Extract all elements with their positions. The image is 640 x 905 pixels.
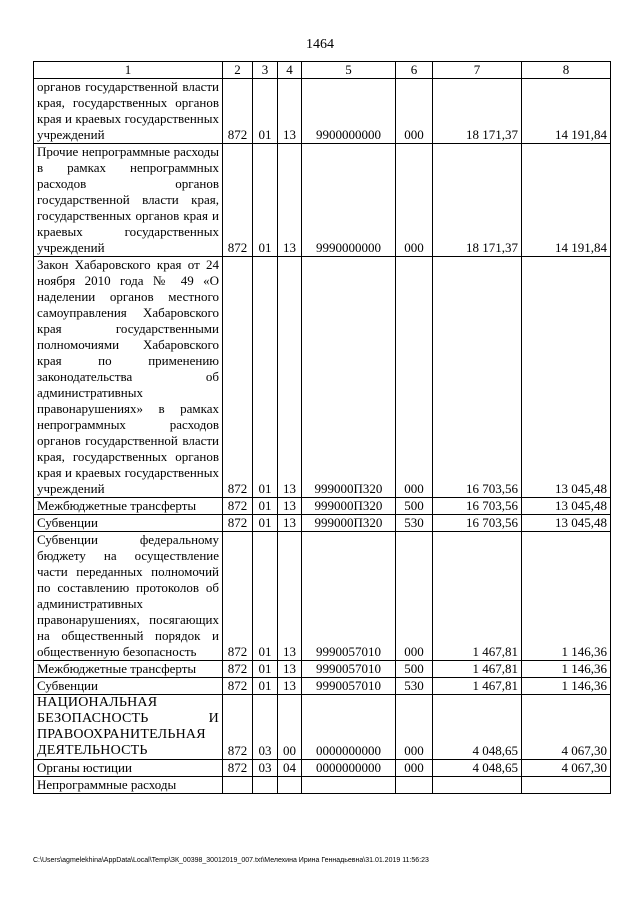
- cell-subsection: 00: [278, 695, 302, 760]
- cell-amount-2020: 1 146,36: [522, 661, 611, 678]
- column-header: 3: [253, 62, 278, 79]
- cell-subsection: 13: [278, 532, 302, 661]
- table-row: [34, 498, 611, 515]
- cell-amount-2019: 18 171,37: [433, 79, 522, 144]
- column-header: 2: [223, 62, 253, 79]
- cell-target-article: 9990057010: [302, 661, 396, 678]
- cell-expense-type: 000: [396, 532, 433, 661]
- cell-expense-type: 530: [396, 515, 433, 532]
- row-description: Субвенции федеральному бюджету на осуществление части переданных полномочий по составлению протоколов об административных правонарушениях, посягающих на общественный порядок и общественную безопасность: [34, 532, 223, 661]
- column-header: 1: [34, 62, 223, 79]
- row-description: Межбюджетные трансферты: [34, 661, 223, 678]
- cell-amount-2020: 13 045,48: [522, 257, 611, 498]
- cell-amount-2020: 14 191,84: [522, 79, 611, 144]
- cell-subsection: 13: [278, 678, 302, 695]
- row-description: органов государственной власти края, государственных органов края и краевых государственных учреждений: [34, 79, 223, 144]
- cell-amount-2020: 4 067,30: [522, 760, 611, 777]
- cell-admin-code: 872: [223, 678, 253, 695]
- cell-amount-2019: 16 703,56: [433, 515, 522, 532]
- page-number: 1464: [306, 37, 334, 52]
- cell-amount-2020: 1 146,36: [522, 678, 611, 695]
- cell-section: 01: [253, 257, 278, 498]
- cell-admin-code: 872: [223, 144, 253, 257]
- cell-section: 01: [253, 144, 278, 257]
- cell-target-article: 0000000000: [302, 760, 396, 777]
- row-description: Субвенции: [34, 515, 223, 532]
- cell-amount-2020: 1 146,36: [522, 532, 611, 661]
- cell-subsection: 13: [278, 257, 302, 498]
- cell-admin-code: 872: [223, 257, 253, 498]
- cell-amount-2020: 14 191,84: [522, 144, 611, 257]
- cell-amount-2020: 4 067,30: [522, 695, 611, 760]
- row-description: Закон Хабаровского края от 24 ноября 2010 года № 49 «О наделении органов местного самоуправления Хабаровского края государственными полномочиями Хабаровского края по применению законодательства об административных правонарушениях» в рамках непрограммных расходов органов государственной власти края, государственных органов края и краевых государственных учреждений: [34, 257, 223, 498]
- cell-target-article: 9990057010: [302, 678, 396, 695]
- table-row: [34, 678, 611, 695]
- cell-subsection: 13: [278, 79, 302, 144]
- cell-amount-2019: 16 703,56: [433, 498, 522, 515]
- cell-amount-2019: 4 048,65: [433, 760, 522, 777]
- cell-section: [253, 777, 278, 794]
- cell-section: 01: [253, 515, 278, 532]
- cell-target-article: 0000000000: [302, 695, 396, 760]
- table-row: [34, 695, 611, 760]
- row-description: Субвенции: [34, 678, 223, 695]
- cell-section: 01: [253, 498, 278, 515]
- cell-amount-2019: 1 467,81: [433, 678, 522, 695]
- cell-admin-code: 872: [223, 515, 253, 532]
- cell-admin-code: 872: [223, 760, 253, 777]
- cell-admin-code: 872: [223, 79, 253, 144]
- cell-section: 01: [253, 79, 278, 144]
- cell-section: 03: [253, 695, 278, 760]
- table-row: [34, 515, 611, 532]
- cell-subsection: 13: [278, 515, 302, 532]
- column-header: 7: [433, 62, 522, 79]
- cell-expense-type: 500: [396, 498, 433, 515]
- cell-expense-type: 000: [396, 695, 433, 760]
- column-header: 4: [278, 62, 302, 79]
- cell-admin-code: 872: [223, 661, 253, 678]
- cell-subsection: 13: [278, 144, 302, 257]
- row-description: Непрограммные расходы: [34, 777, 223, 794]
- cell-subsection: 04: [278, 760, 302, 777]
- cell-admin-code: 872: [223, 695, 253, 760]
- cell-amount-2019: 4 048,65: [433, 695, 522, 760]
- cell-amount-2019: 1 467,81: [433, 532, 522, 661]
- row-description: НАЦИОНАЛЬНАЯ БЕЗОПАСНОСТЬ И ПРАВООХРАНИТЕЛЬНАЯ ДЕЯТЕЛЬНОСТЬ: [34, 695, 223, 760]
- cell-amount-2020: 13 045,48: [522, 515, 611, 532]
- cell-amount-2019: 16 703,56: [433, 257, 522, 498]
- file-path-footer: C:\Users\agmelekhina\AppData\Local\Temp\ЗК_00398_30012019_007.txt\Мелехина Ирина Геннадьевна\31.01.2019 11:56:23: [33, 857, 429, 864]
- cell-amount-2020: [522, 777, 611, 794]
- cell-expense-type: 000: [396, 79, 433, 144]
- cell-expense-type: 000: [396, 257, 433, 498]
- table-row: [34, 532, 611, 661]
- table-row: [34, 760, 611, 777]
- cell-expense-type: 000: [396, 144, 433, 257]
- cell-amount-2019: [433, 777, 522, 794]
- cell-target-article: 999000П320: [302, 498, 396, 515]
- table-row: [34, 257, 611, 498]
- cell-admin-code: 872: [223, 532, 253, 661]
- cell-subsection: [278, 777, 302, 794]
- cell-target-article: 9990057010: [302, 532, 396, 661]
- cell-amount-2019: 1 467,81: [433, 661, 522, 678]
- table-header-row: [34, 62, 611, 79]
- cell-section: 01: [253, 678, 278, 695]
- cell-amount-2020: 13 045,48: [522, 498, 611, 515]
- cell-subsection: 13: [278, 498, 302, 515]
- cell-target-article: 999000П320: [302, 515, 396, 532]
- cell-section: 01: [253, 532, 278, 661]
- row-description: Межбюджетные трансферты: [34, 498, 223, 515]
- table-row: [34, 777, 611, 794]
- cell-admin-code: [223, 777, 253, 794]
- cell-expense-type: 530: [396, 678, 433, 695]
- cell-subsection: 13: [278, 661, 302, 678]
- budget-table: [33, 61, 611, 794]
- cell-section: 01: [253, 661, 278, 678]
- table-row: [34, 144, 611, 257]
- cell-expense-type: [396, 777, 433, 794]
- cell-target-article: 999000П320: [302, 257, 396, 498]
- cell-target-article: 9900000000: [302, 79, 396, 144]
- row-description: Органы юстиции: [34, 760, 223, 777]
- table-row: [34, 661, 611, 678]
- column-header: 8: [522, 62, 611, 79]
- column-header: 5: [302, 62, 396, 79]
- cell-section: 03: [253, 760, 278, 777]
- row-description: Прочие непрограммные расходы в рамках непрограммных расходов органов государственной власти края, государственных органов края и краевых государственных учреждений: [34, 144, 223, 257]
- cell-admin-code: 872: [223, 498, 253, 515]
- table-row: [34, 79, 611, 144]
- cell-target-article: 9990000000: [302, 144, 396, 257]
- cell-target-article: [302, 777, 396, 794]
- cell-expense-type: 500: [396, 661, 433, 678]
- cell-expense-type: 000: [396, 760, 433, 777]
- cell-amount-2019: 18 171,37: [433, 144, 522, 257]
- column-header: 6: [396, 62, 433, 79]
